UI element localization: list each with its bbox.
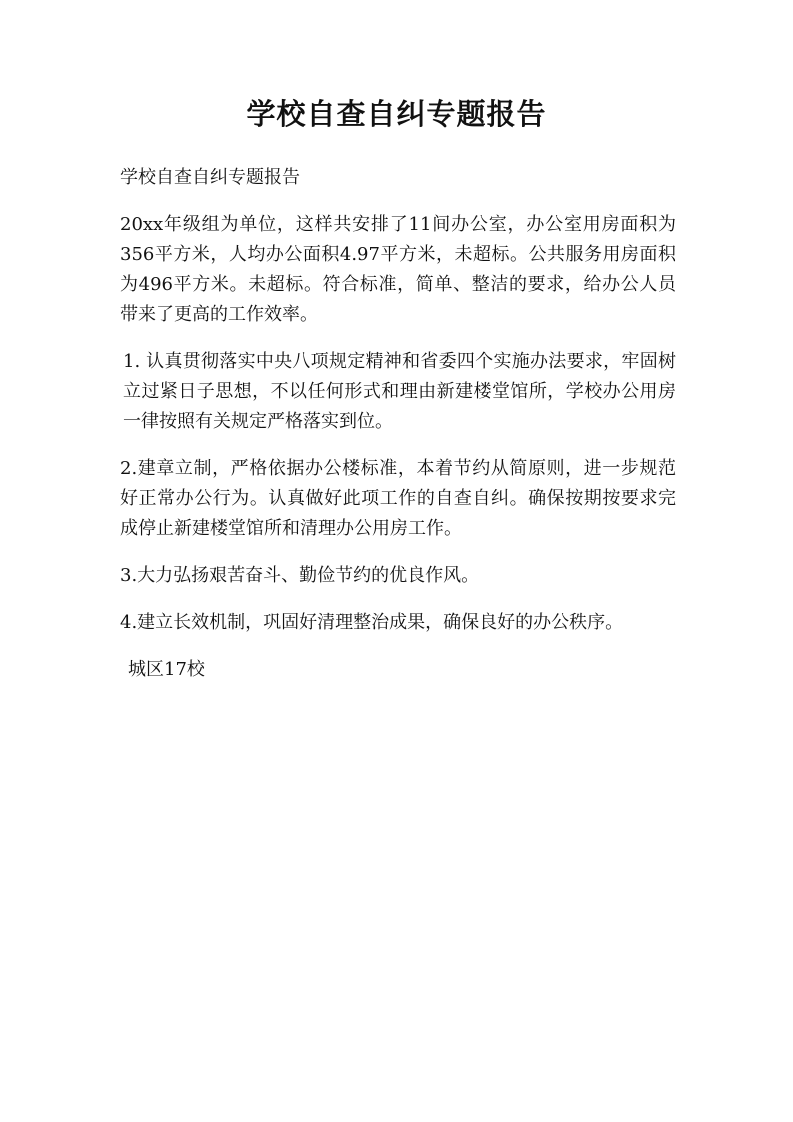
document-subtitle: 学校自查自纠专题报告 (120, 167, 300, 188)
signature: 城区17校 (128, 659, 205, 680)
paragraph-item-3: 3.大力弘扬艰苦奋斗、勤俭节约的优良作风。 (120, 565, 480, 586)
paragraph-item-4: 4.建立长效机制，巩固好清理整治成果，确保良好的办公秩序。 (120, 612, 624, 633)
document-body (120, 163, 676, 685)
document-title: 学校自查自纠专题报告 (246, 97, 547, 131)
paragraph-item-2: 2.建章立制，严格依据办公楼标准，本着节约从简原则，进一步规范好正常办公行为。认真做好此项工作的自查自纠。确保按期按要求完成停止新建楼堂馆所和清理办公用房工作。 (120, 458, 676, 539)
paragraph-item-1: 1. 认真贯彻落实中央八项规定精神和省委四个实施办法要求，牢固树立过紧日子思想，不以任何形式和理由新建楼堂馆所，学校办公用房一律按照有关规定严格落实到位。 (123, 351, 676, 432)
paragraph-intro: 20xx年级组为单位，这样共安排了11间办公室，办公室用房面积为356平方米，人均办公面积4.97平方米，未超标。公共服务用房面积为496平方米。未超标。符合标准，简单、整洁的要求，给办公人员带来了更高的工作效率。 (120, 214, 676, 325)
